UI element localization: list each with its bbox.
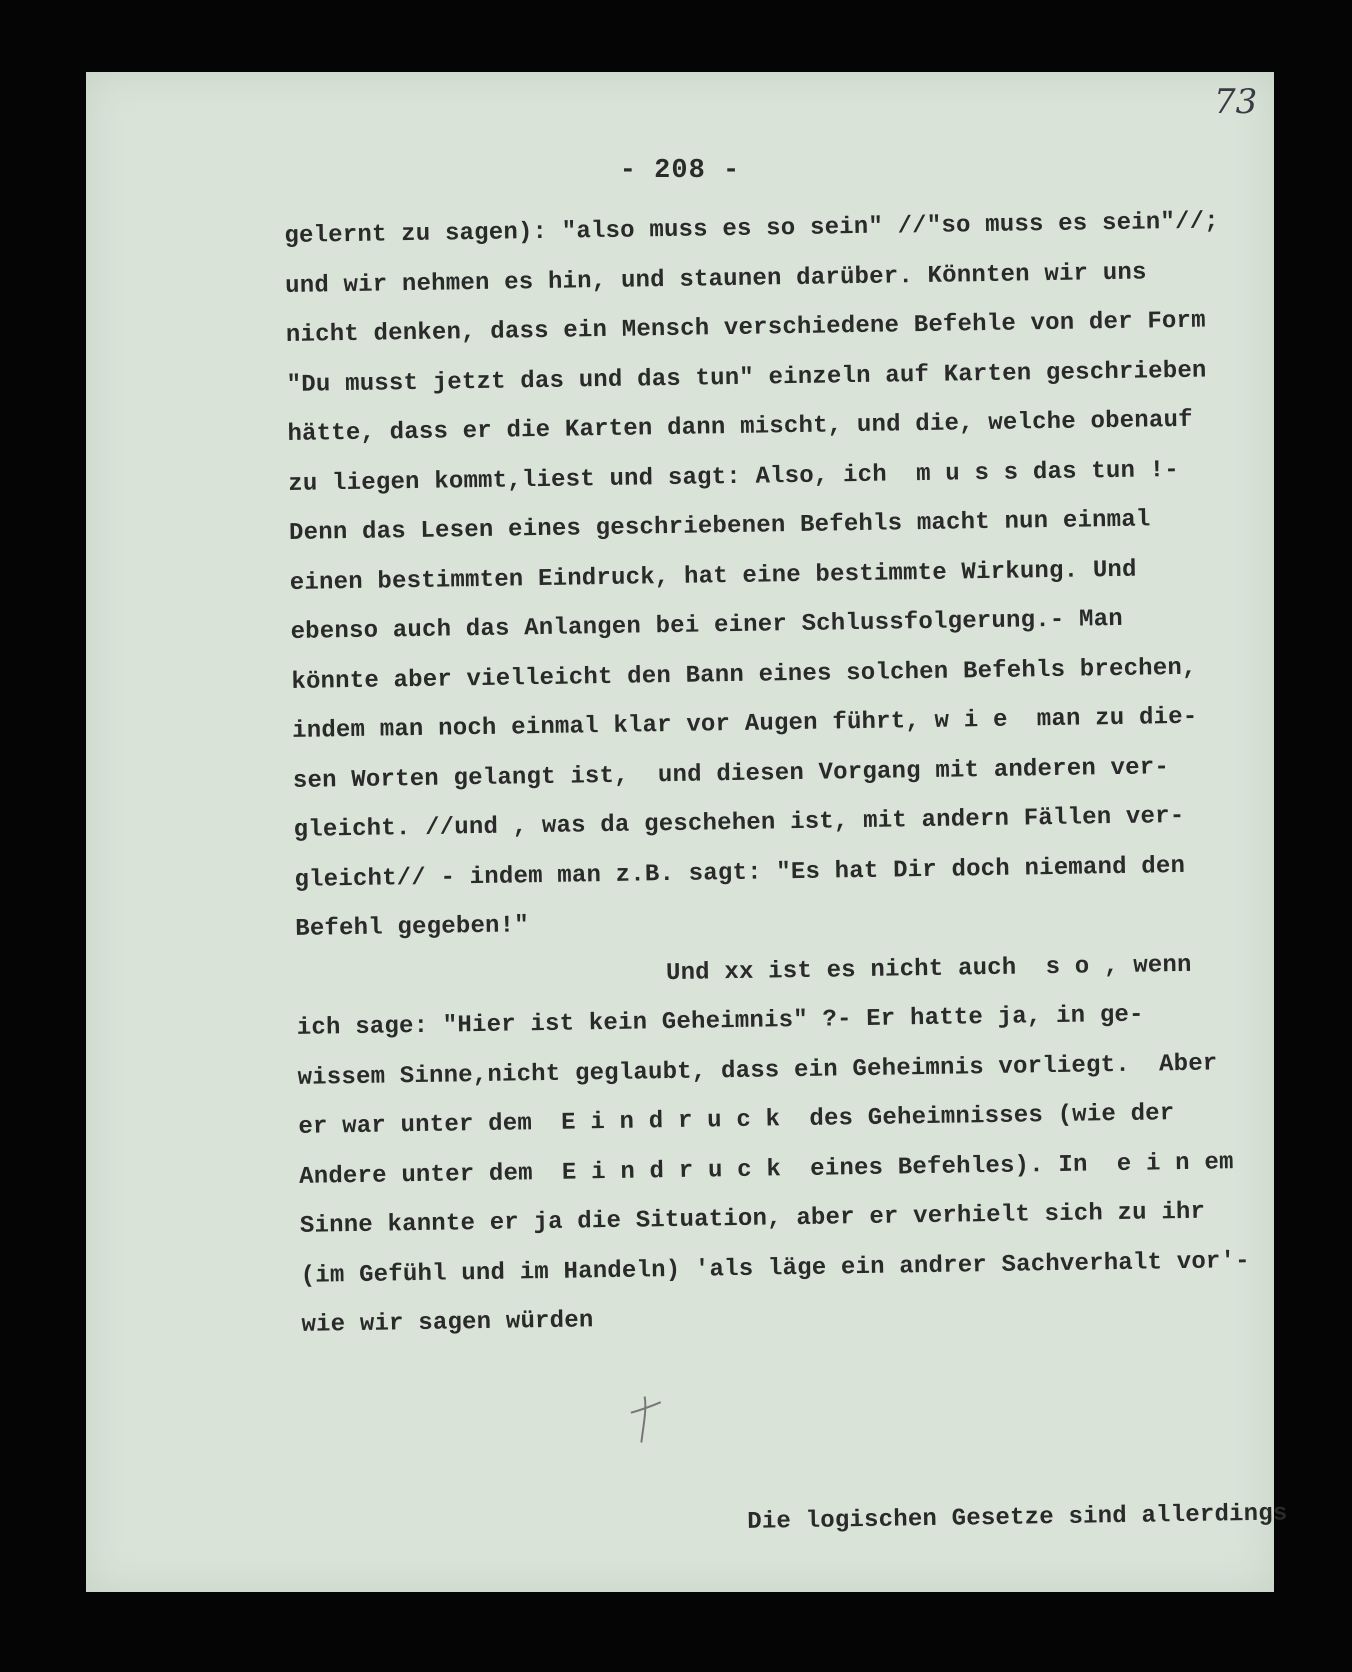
- text-line: hätte, dass er die Karten dann mischt, und die, welche obenauf: [287, 406, 1193, 448]
- typed-text-block: [284, 197, 1288, 1603]
- footnote-line: [303, 1391, 1288, 1604]
- text-line: einen bestimmten Eindruck, hat eine bestimmte Wirkung. Und: [289, 556, 1137, 597]
- folio-number: 73: [1214, 82, 1258, 122]
- text-line: Sinne kannte er ja die Situation, aber er verhielt sich zu ihr: [299, 1198, 1206, 1240]
- text-line: nicht denken, dass ein Mensch verschiedene Befehle von der Form: [285, 307, 1206, 349]
- text-line: gelernt zu sagen): "also muss es so sein" //"so muss es sein"//;: [284, 208, 1220, 250]
- text-line: wie wir sagen würden: [301, 1307, 594, 1339]
- text-line: sen Worten gelangt ist, und diesen Vorgang mit anderen ver-: [292, 753, 1170, 795]
- pencil-cross-mark-icon: [625, 1392, 666, 1445]
- text-line: "Du musst jetzt das und das tun" einzeln auf Karten geschrieben: [286, 357, 1207, 399]
- text-line: wissem Sinne,nicht geglaubt, dass ein Geheimnis vorliegt. Aber: [297, 1049, 1218, 1092]
- text-line: Befehl gegeben!": [295, 912, 530, 943]
- text-line: ich sage: "Hier ist kein Geheimnis" ?- Er hatte ja, in ge-: [296, 1001, 1144, 1042]
- text-line: zu liegen kommt,liest und sagt: Also, ich m u s s das tun !-: [288, 456, 1180, 498]
- text-line: könnte aber vielleicht den Bann eines solchen Befehls brechen,: [291, 654, 1197, 696]
- text-line: ebenso auch das Anlangen bei einer Schlussfolgerung.- Man: [290, 605, 1124, 646]
- text-line: gleicht. //und , was da geschehen ist, mit andern Fällen ver-: [293, 802, 1185, 844]
- text-line: Denn das Lesen eines geschriebenen Befehls macht nun einmal: [288, 506, 1151, 547]
- page-number: - 208 -: [619, 156, 741, 186]
- typescript-page: [86, 72, 1288, 1592]
- paragraph-start: Und xx ist es nicht auch s o , wenn: [665, 951, 1192, 987]
- text-line: er war unter dem E i n d r u c k des Geheimnisses (wie der: [298, 1100, 1175, 1141]
- text-line: (im Gefühl und im Handeln) 'als läge ein andrer Sachverhalt vor'-: [300, 1247, 1250, 1290]
- text-line: gleicht// - indem man z.B. sagt: "Es hat Dir doch niemand den: [294, 852, 1186, 894]
- text-line: und wir nehmen es hin, und staunen darüber. Könnten wir uns: [284, 258, 1147, 300]
- text-line: Andere unter dem E i n d r u c k eines Befehles). In e i n em: [298, 1148, 1234, 1191]
- footnote-text: Die logischen Gesetze sind allerdings: [747, 1499, 1288, 1536]
- text-line: indem man noch einmal klar vor Augen führt, w i e man zu die-: [291, 703, 1198, 745]
